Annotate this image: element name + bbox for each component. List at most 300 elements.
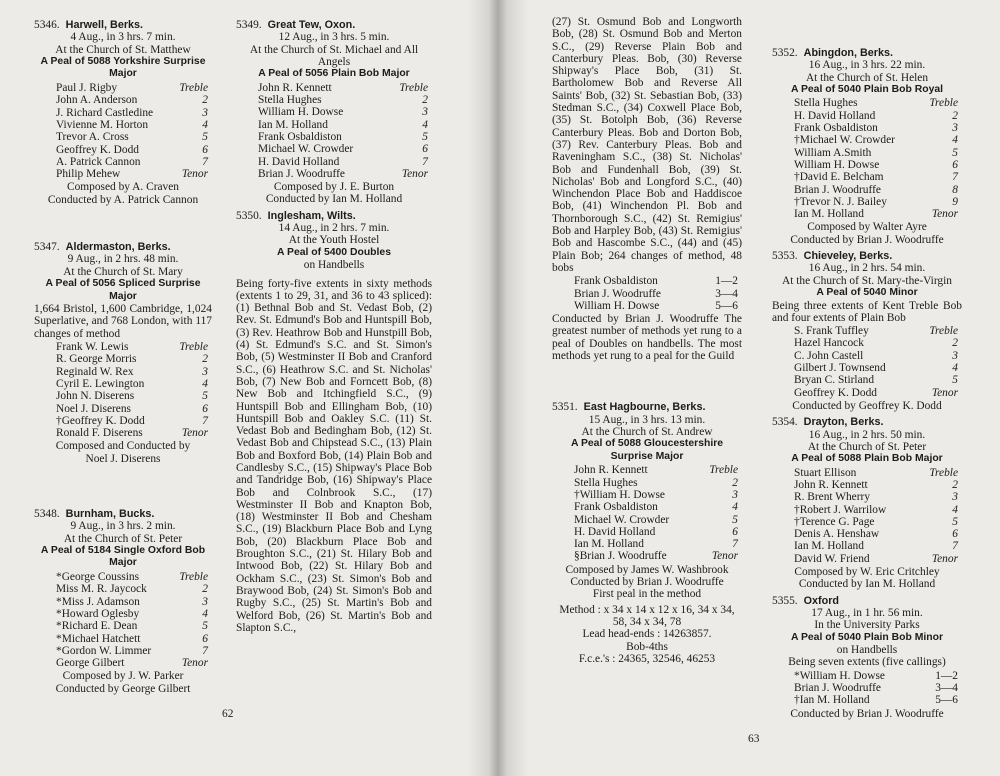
- ringer-row: [34, 131, 212, 143]
- ringer-list: [34, 82, 212, 180]
- ringer-name: William H. Dowse: [258, 106, 344, 119]
- entry-place: Harwell, Berks.: [65, 19, 144, 31]
- entry-number: 5348.: [34, 507, 60, 520]
- ringer-name: Stella Hughes: [574, 476, 638, 489]
- ringer-bell: 7: [202, 644, 208, 657]
- ringer-bell: 6: [202, 632, 208, 645]
- entry-number: 5346.: [34, 19, 60, 31]
- ringer-row: [772, 553, 962, 565]
- method-notation: Method : x 34 x 14 x 12 x 16, 34 x 34, 58, 34 x 34, 78: [559, 603, 735, 628]
- entry-peal-title: A Peal of 5040 Plain Bob Minor: [790, 631, 944, 643]
- ringer-name: Brian J. Woodruffe: [574, 287, 661, 300]
- ringer-name: †William H. Dowse: [574, 488, 665, 501]
- ringer-name: R. George Morris: [56, 353, 137, 366]
- ringer-row: [772, 694, 962, 706]
- ringer-name: Geoffrey K. Dodd: [56, 143, 139, 156]
- lead-head-ends: Lead head-ends : 14263857.: [582, 628, 712, 641]
- entry-place: Abingdon, Berks.: [803, 47, 894, 59]
- ringer-row: [772, 134, 962, 146]
- entry-date: 14 Aug., in 2 hrs. 7 min.: [278, 222, 390, 235]
- ringer-name: Hazel Hancock: [794, 337, 864, 350]
- ringer-row: [236, 156, 432, 168]
- ringer-row: [34, 107, 212, 119]
- ringer-bell: 3: [202, 365, 208, 378]
- ringer-row: [34, 94, 212, 106]
- ringer-bell: Tenor: [181, 657, 208, 670]
- composed-by: Composed by Walter Ayre: [807, 221, 927, 234]
- entry-date: 16 Aug., in 3 hrs. 22 min.: [808, 59, 926, 72]
- ringer-name: *Richard E. Dean: [56, 620, 138, 633]
- ringer-bell: Treble: [709, 464, 738, 477]
- ringer-bell: 3—4: [715, 287, 738, 300]
- composed-by: Composed by A. Craven: [67, 181, 179, 194]
- entry-place: Drayton, Berks.: [803, 416, 884, 429]
- ringer-row: [772, 147, 962, 159]
- entry-number: 5355.: [772, 594, 798, 607]
- ringer-bell: 5: [732, 513, 738, 526]
- entry-place: Great Tew, Oxon.: [267, 19, 356, 31]
- ringer-bell: 7: [202, 414, 208, 427]
- ringer-name: John R. Kennett: [794, 478, 868, 491]
- ringer-name: †Robert J. Warrilow: [794, 503, 887, 516]
- ringer-bell: 3—4: [935, 682, 958, 695]
- ringer-bell: 3: [952, 491, 958, 504]
- ringer-name: H. David Holland: [794, 109, 876, 122]
- false-course-ends: F.c.e.'s : 24365, 32546, 46253: [578, 652, 716, 665]
- ringer-bell: 4: [732, 501, 738, 514]
- entry-peal-subtitle: on Handbells: [836, 644, 898, 657]
- ringer-name: Ian M. Holland: [794, 208, 864, 221]
- entry-venue: In the University Parks: [814, 619, 920, 632]
- ringer-row: [34, 415, 212, 427]
- ringer-row: [552, 300, 742, 312]
- entry-peal-title: A Peal of 5088 Plain Bob Major: [791, 453, 943, 465]
- ringer-name: A. Patrick Cannon: [56, 155, 141, 168]
- peal-entry-5351: [552, 401, 742, 665]
- ringer-bell: Tenor: [931, 208, 958, 221]
- entry-peal-title: A Peal of 5056 Plain Bob Major: [258, 68, 410, 80]
- ringer-row: [552, 477, 742, 489]
- ringer-bell: 6: [202, 402, 208, 415]
- ringer-bell: 3: [732, 488, 738, 501]
- ringer-name: *Gordon W. Limmer: [56, 644, 152, 657]
- ringer-name: *Michael Hatchett: [56, 632, 141, 645]
- ringer-row: [34, 403, 212, 415]
- entry-peal-title: A Peal of 5040 Minor: [816, 286, 918, 298]
- column-1: [34, 16, 212, 699]
- entry-venue: At the Church of St. Mary-the-Virgin: [782, 274, 952, 287]
- ringer-name: John R. Kennett: [574, 464, 648, 477]
- ringer-row: [772, 374, 962, 386]
- ringer-bell: 3: [952, 122, 958, 135]
- ringer-name: S. Frank Tuffley: [794, 325, 869, 338]
- ringer-row: [34, 168, 212, 180]
- ringer-row: [552, 538, 742, 550]
- ringer-name: Frank Osbaldiston: [574, 275, 658, 288]
- ringer-row: [34, 82, 212, 94]
- ringer-name: *Miss J. Adamson: [56, 595, 140, 608]
- entry-number: 5352.: [772, 47, 798, 59]
- ringer-name: †Trevor N. J. Bailey: [794, 195, 887, 208]
- entry-methods-text: Being forty-five extents in sixty methods (extents 1 to 29, 31, and 36 to 43 spliced): (1) Bethnal Bob and St. Vedast Bob, (2) Rev. St. Edmund's Bob and Huntspill Bob, (3) Rev. Heathrow Bob and Hunstpill Bob, (4) St. Edmund's S.C. and St. Simon's Bob, (5) Westminster II Bob and Cranford S.C., (6) Heathrow S.C. and St. Nicholas' Bob, (7) New Bob and Forncett Bob, (8) New Bob and Itchingfield S.C., (9) Huntspill Bob and Ellingham Bob, (10) Huntspill Bob and Oakley S.C. (11) St. Vedast Bob and Bedingham Bob, (12) St. Vedast Bob and Chipstead S.C., (13) Plain Bob and Boxford Bob, (14) Plain Bob and Candlesby S.C., (15) Shipway's Place Bob and Tandridge Bob, (16) Shipway's Place Bob and Colnbrook S.C., (17) Westminster II Bob and Knapton Bob, (18) Westminster II Bob and Chesham S.C., (19) Blackburn Place Bob and Lyng Bob, (20) Blackburn Place Bob and Broughton S.C., (21) St. Hilary Bob and Intwood Bob, (22) St. Hilary Bob and Ockham S.C., (23) St. Simon's Bob and Braywood Bob, (24) St. Simon's Bob and Rugby S.C., (25) St. Martin's Bob and Welford Bob, (26) St. Martin's Bob and Slapton S.C.,: [236, 277, 432, 634]
- ringer-row: [772, 387, 962, 399]
- ringer-row: [772, 504, 962, 516]
- ringer-bell: 2: [202, 583, 208, 596]
- ringer-bell: 3: [952, 349, 958, 362]
- ringer-row: [552, 489, 742, 501]
- ringer-bell: 9: [952, 195, 958, 208]
- ringer-list: [34, 341, 212, 439]
- conducted-by: Conducted by Ian M. Holland: [798, 578, 936, 591]
- first-peal-note: First peal in the method: [592, 588, 702, 601]
- conducted-by: Conducted by Brian J. Woodruffe: [790, 707, 944, 720]
- ringer-row: [772, 516, 962, 528]
- ringer-name: Brian J. Woodruffe: [794, 183, 881, 196]
- ringer-row: [772, 491, 962, 503]
- ringer-name: J. Richard Castledine: [56, 106, 154, 119]
- ringer-bell: 5—6: [715, 299, 738, 312]
- entry-peal-title: A Peal of 5088 Gloucestershire Surprise Major: [570, 438, 724, 462]
- ringer-row: [236, 119, 432, 131]
- ringer-bell: 5: [952, 515, 958, 528]
- ringer-bell: 6: [422, 143, 428, 156]
- entry-notes: Conducted by Brian J. Woodruffe The greatest number of methods yet rung to a peal of Doubles on handbells. The most methods yet rung to a peal for the Guild: [552, 313, 742, 363]
- conducted-by: Conducted by George Gilbert: [55, 682, 191, 695]
- ringer-name: Vivienne M. Horton: [56, 118, 149, 131]
- ringer-name: H. David Holland: [258, 155, 340, 168]
- ringer-name: Stuart Ellison: [794, 466, 857, 479]
- ringer-row: [34, 144, 212, 156]
- column-3: [552, 16, 742, 669]
- ringer-row: [772, 122, 962, 134]
- ringer-bell: 1—2: [935, 669, 958, 682]
- ringer-row: [236, 168, 432, 180]
- ringer-name: Ian M. Holland: [794, 540, 864, 553]
- entry-venue: At the Church of St. Matthew: [55, 43, 191, 56]
- entry-place: Burnham, Bucks.: [65, 507, 155, 520]
- ringer-name: Bryan C. Stirland: [794, 374, 875, 387]
- peal-entry-5353: [772, 250, 962, 412]
- ringer-row: [552, 550, 742, 562]
- entry-venue: At the Youth Hostel: [288, 234, 380, 247]
- conducted-by: Conducted by Brian J. Woodruffe: [570, 576, 724, 589]
- entry-place: Inglesham, Wilts.: [267, 209, 356, 222]
- ringer-name: †David E. Belcham: [794, 171, 884, 184]
- ringer-row: [552, 464, 742, 476]
- entry-note: Being seven extents (five callings): [788, 656, 946, 669]
- ringer-name: Brian J. Woodruffe: [794, 682, 881, 695]
- entry-number: 5354.: [772, 416, 798, 429]
- peal-entry-5355: [772, 595, 962, 720]
- ringer-row: [34, 156, 212, 168]
- ringer-bell: Treble: [929, 97, 958, 110]
- ringer-bell: Treble: [179, 571, 208, 584]
- peal-entry-5348: [34, 508, 212, 695]
- ringer-name: §Brian J. Woodruffe: [574, 550, 667, 563]
- entry-number: 5349.: [236, 19, 262, 31]
- ringer-name: Miss M. R. Jaycock: [56, 583, 147, 596]
- ringer-bell: 2: [952, 109, 958, 122]
- ringer-bell: Treble: [929, 466, 958, 479]
- ringer-name: Frank W. Lewis: [56, 341, 129, 354]
- entry-date: 17 Aug., in 1 hr. 56 min.: [811, 606, 923, 619]
- peal-entry-5347: [34, 241, 212, 465]
- ringer-row: [34, 341, 212, 353]
- ringer-bell: 2: [202, 94, 208, 107]
- entry-place: Aldermaston, Berks.: [65, 241, 171, 254]
- ringer-row: [552, 501, 742, 513]
- ringer-name: William H. Dowse: [794, 158, 880, 171]
- ringer-row: [772, 682, 962, 694]
- ringer-name: Stella Hughes: [258, 94, 322, 107]
- entry-date: 9 Aug., in 3 hrs. 2 min.: [70, 520, 176, 533]
- ringer-name: *William H. Dowse: [794, 669, 885, 682]
- ringer-bell: 6: [202, 143, 208, 156]
- ringer-name: John A. Anderson: [56, 94, 138, 107]
- entry-venue: At the Church of St. Peter: [807, 440, 927, 453]
- ringer-bell: 5: [202, 131, 208, 144]
- ringer-name: George Gilbert: [56, 657, 125, 670]
- entry-place: Chieveley, Berks.: [803, 250, 893, 263]
- ringer-bell: 4: [202, 377, 208, 390]
- ringer-row: [772, 325, 962, 337]
- ringer-name: William A.Smith: [794, 146, 872, 159]
- entry-number: 5351.: [552, 401, 578, 414]
- page-number-right: 63: [748, 733, 760, 745]
- entry-place: East Hagbourne, Berks.: [583, 401, 706, 414]
- entry-peal-title: A Peal of 5056 Spliced Surprise Major: [45, 277, 201, 302]
- ringer-row: [772, 540, 962, 552]
- ringer-bell: 7: [422, 155, 428, 168]
- ringer-list: [772, 325, 962, 399]
- ringer-row: [34, 378, 212, 390]
- ringer-bell: 2: [732, 476, 738, 489]
- ringer-bell: 6: [952, 158, 958, 171]
- ringer-name: R. Brent Wherry: [794, 491, 871, 504]
- ringer-row: [772, 350, 962, 362]
- entry-date: 16 Aug., in 2 hrs. 54 min.: [808, 262, 926, 275]
- ringer-name: Stella Hughes: [794, 97, 858, 110]
- ringer-name: †Geoffrey K. Dodd: [56, 414, 145, 427]
- ringer-name: John R. Kennett: [258, 81, 332, 94]
- composed-by: Composed by J. E. Burton: [273, 181, 395, 194]
- entry-peal-title: A Peal of 5040 Plain Bob Royal: [790, 83, 944, 95]
- ringer-bell: 2: [202, 353, 208, 366]
- ringer-name: Michael W. Crowder: [574, 513, 670, 526]
- entry-date: 12 Aug., in 3 hrs. 5 min.: [278, 31, 390, 44]
- entry-venue: At the Church of St. Helen: [805, 71, 929, 84]
- ringer-bell: 5: [952, 374, 958, 387]
- ringer-row: [34, 583, 212, 595]
- ringer-row: [236, 143, 432, 155]
- ringer-bell: 4: [422, 118, 428, 131]
- ringer-bell: Tenor: [181, 427, 208, 440]
- entry-venue: At the Church of St. Peter: [63, 532, 183, 545]
- ringer-bell: 3: [422, 106, 428, 119]
- ringer-bell: 2: [952, 337, 958, 350]
- ringer-row: [772, 208, 962, 220]
- ringer-row: [236, 94, 432, 106]
- ringer-row: [772, 479, 962, 491]
- ringer-bell: Treble: [399, 81, 428, 94]
- ringer-bell: 1—2: [715, 275, 738, 288]
- ringer-name: Philip Mehew: [56, 168, 121, 181]
- ringer-name: Reginald W. Rex: [56, 365, 134, 378]
- ringer-row: [34, 366, 212, 378]
- entry-note: Being three extents of Kent Treble Bob and four extents of Plain Bob: [772, 299, 962, 324]
- composed-by: Composed and Conducted by: [55, 440, 191, 453]
- entry-peal-title: A Peal of 5184 Single Oxford Bob Major: [40, 544, 206, 569]
- ringer-row: [552, 514, 742, 526]
- composed-by: Composed by James W. Washbrook: [565, 563, 729, 576]
- ringer-row: [772, 196, 962, 208]
- ringer-row: [34, 571, 212, 583]
- ringer-name: H. David Holland: [574, 525, 656, 538]
- entry-place: Oxford: [803, 594, 840, 607]
- ringer-bell: 4: [202, 118, 208, 131]
- ringer-row: [34, 620, 212, 632]
- ringer-bell: Treble: [179, 82, 208, 95]
- ringer-name: Brian J. Woodruffe: [258, 167, 345, 180]
- entry-date: 9 Aug., in 2 hrs. 48 min.: [67, 253, 179, 266]
- ringer-row: [772, 97, 962, 109]
- peal-entry-5350: [236, 210, 432, 634]
- ringer-bell: 5: [202, 390, 208, 403]
- ringer-name: Trevor A. Cross: [56, 131, 129, 144]
- bob-type: Bob-4ths: [626, 640, 668, 653]
- ringer-bell: Tenor: [181, 168, 208, 181]
- ringer-list: [236, 82, 432, 180]
- ringer-bell: 7: [952, 540, 958, 553]
- ringer-name: John N. Diserens: [56, 390, 135, 403]
- ringer-name: Ian M. Holland: [574, 538, 644, 551]
- entry-date: 4 Aug., in 3 hrs. 7 min.: [70, 31, 176, 44]
- ringer-row: [772, 159, 962, 171]
- ringer-name: Denis A. Henshaw: [794, 528, 880, 541]
- ringer-row: [34, 645, 212, 657]
- column-2: [236, 16, 432, 638]
- peal-entry-5354: [772, 416, 962, 590]
- entry-date: 15 Aug., in 3 hrs. 13 min.: [588, 413, 706, 426]
- conducted-by: Conducted by A. Patrick Cannon: [47, 193, 199, 206]
- ringer-name: David W. Friend: [794, 552, 870, 565]
- ringer-bell: Treble: [179, 341, 208, 354]
- ringer-list: [552, 464, 742, 562]
- ringer-bell: Tenor: [931, 386, 958, 399]
- ringer-name: William H. Dowse: [574, 299, 660, 312]
- ringer-row: [34, 353, 212, 365]
- ringer-bell: Tenor: [401, 167, 428, 180]
- ringer-bell: Treble: [929, 325, 958, 338]
- entry-number: 5347.: [34, 241, 60, 254]
- book-gutter-shadow: [468, 0, 528, 776]
- ringer-row: [34, 596, 212, 608]
- ringer-bell: 5: [422, 130, 428, 143]
- ringer-bell: 3: [202, 595, 208, 608]
- ringer-list: [552, 275, 742, 312]
- ringer-bell: 7: [952, 171, 958, 184]
- ringer-bell: 4: [952, 362, 958, 375]
- ringer-name: †Ian M. Holland: [794, 694, 870, 707]
- ringer-row: [772, 362, 962, 374]
- ringer-row: [772, 110, 962, 122]
- entry-note: 1,664 Bristol, 1,600 Cambridge, 1,024 Superlative, and 768 London, with 117 changes of method: [34, 303, 212, 340]
- ringer-list: [772, 670, 962, 707]
- ringer-bell: 5: [202, 620, 208, 633]
- ringer-row: [236, 82, 432, 94]
- entry-number: 5353.: [772, 250, 798, 263]
- ringer-name: Noel J. Diserens: [56, 402, 131, 415]
- ringer-bell: 2: [952, 478, 958, 491]
- ringer-row: [34, 633, 212, 645]
- entry-methods-continuation: (27) St. Osmund Bob and Longworth Bob, (28) St. Osmund Bob and Merton S.C., (29) Reverse Plain Bob and Canterbury Pleas. Bob, (30) Reverse Shipway's Place Bob, (31) St. Bartholomew Bob and Reverse All Saints' Bob, (32) St. Sebastian Bob, (33) Stedman S.C., (34) Coxwell Place Bob, (35) St. Botolph Bob, (36) Reverse Canterbury Pleas. Bob and Dorton Bob, (37) Rev. Canterbury Pleas. Bob and Raveningham S.C., (38) St. Nicholas' Bob and Fundenhall Bob, (39) St. Nicholas' Bob and Longford S.C., (40) Winchendon Place Bob and Haddiscoe Bob, (41) Winchendon Pl. Bob and Thornborough S.C., (42) St. Remigius' Bob and Harpley Bob, (43) St. Remigius' Bob and Hascombe S.C., (44) and (45) Plain Bob; 264 changes of method, 48 bobs: [552, 16, 742, 274]
- column-4: [772, 44, 962, 724]
- entry-number: 5350.: [236, 209, 262, 222]
- entry-date: 16 Aug., in 2 hrs. 50 min.: [808, 428, 926, 441]
- ringer-row: [552, 526, 742, 538]
- ringer-name: Paul J. Rigby: [56, 82, 118, 95]
- ringer-name: Frank Osbaldiston: [258, 130, 342, 143]
- conducted-by: Conducted by Ian M. Holland: [265, 193, 403, 206]
- entry-venue: At the Church of St. Andrew: [581, 425, 713, 438]
- ringer-row: [236, 106, 432, 118]
- ringer-list: [34, 571, 212, 669]
- ringer-bell: 4: [952, 134, 958, 147]
- ringer-row: [34, 390, 212, 402]
- peal-entry-5346: [34, 19, 212, 206]
- composed-by: Composed by W. Eric Critchley: [794, 566, 940, 579]
- ringer-name: Ronald F. Diserens: [56, 427, 143, 440]
- ringer-row: [34, 119, 212, 131]
- ringer-row: [772, 337, 962, 349]
- ringer-bell: 6: [732, 525, 738, 538]
- ringer-bell: 5—6: [935, 694, 958, 707]
- composed-by: Composed by J. W. Parker: [62, 670, 184, 683]
- ringer-row: [772, 670, 962, 682]
- conducted-by: Conducted by Geoffrey K. Dodd: [792, 399, 942, 412]
- ringer-name: †Michael W. Crowder: [794, 134, 895, 147]
- ringer-name: *George Coussins: [56, 571, 140, 584]
- page-number-left: 62: [222, 708, 234, 720]
- ringer-bell: 4: [952, 503, 958, 516]
- ringer-bell: 8: [952, 183, 958, 196]
- entry-venue: At the Church of St. Michael and All Angels: [249, 43, 419, 68]
- ringer-bell: 7: [732, 538, 738, 551]
- ringer-list: [772, 467, 962, 565]
- ringer-row: [34, 608, 212, 620]
- ringer-bell: 3: [202, 106, 208, 119]
- peal-entry-5352: [772, 47, 962, 246]
- conducted-by: Conducted by Brian J. Woodruffe: [790, 233, 944, 246]
- ringer-name: C. John Castell: [794, 349, 864, 362]
- ringer-name: Ian M. Holland: [258, 118, 328, 131]
- ringer-name: †Terence G. Page: [794, 515, 875, 528]
- ringer-row: [772, 171, 962, 183]
- ringer-row: [34, 657, 212, 669]
- ringer-row: [772, 184, 962, 196]
- conducted-by: Noel J. Diserens: [85, 452, 161, 465]
- entry-venue: At the Church of St. Mary: [63, 265, 183, 278]
- ringer-name: *Howard Oglesby: [56, 607, 140, 620]
- peal-entry-5349: [236, 19, 432, 206]
- entry-peal-title: A Peal of 5400 Doubles: [277, 246, 391, 258]
- ringer-bell: 6: [952, 528, 958, 541]
- entry-peal-subtitle: on Handbells: [303, 259, 365, 272]
- ringer-name: Gilbert J. Townsend: [794, 362, 886, 375]
- ringer-list: [772, 97, 962, 220]
- ringer-row: [552, 288, 742, 300]
- ringer-row: [236, 131, 432, 143]
